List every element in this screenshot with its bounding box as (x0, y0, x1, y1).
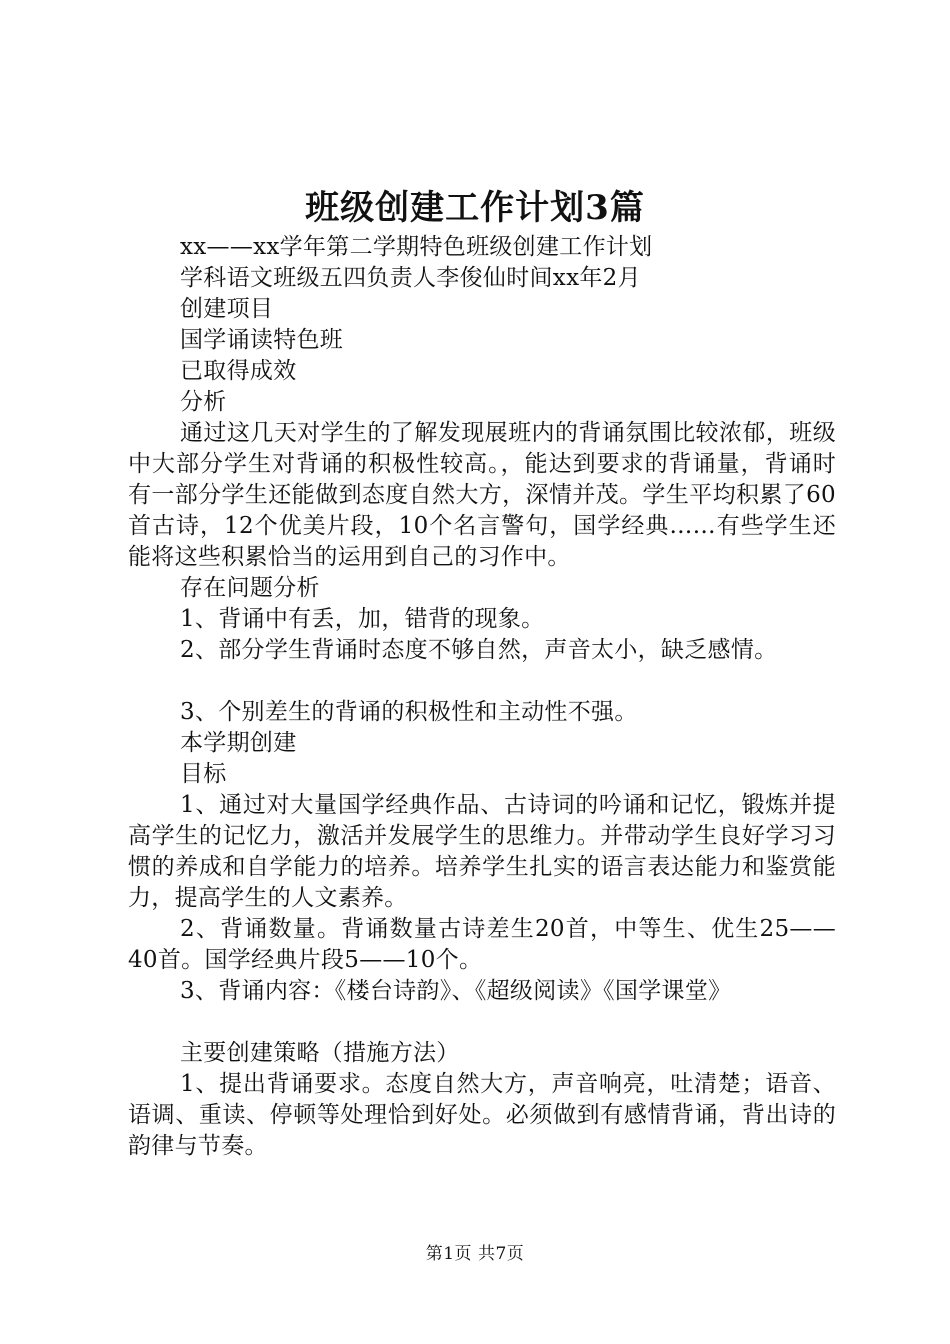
problem-item: 2、部分学生背诵时态度不够自然，声音太小，缺乏感情。 (180, 637, 778, 663)
heading-semester-creation: 本学期创建 (180, 730, 297, 756)
heading-analysis: 分析 (180, 389, 227, 415)
problem-item: 1、背诵中有丢，加，错背的现象。 (180, 606, 545, 632)
paragraph-school-year-plan: xx——xx学年第二学期特色班级创建工作计划 (180, 234, 653, 260)
goal-item: 2、背诵数量。背诵数量古诗差生20首，中等生、优生25——40首。国学经典片段5——10个。 (128, 916, 836, 973)
heading-goals: 目标 (180, 761, 227, 787)
goal-item: 3、背诵内容：《楼台诗韵》、《超级阅读》《国学课堂》 (180, 978, 732, 1004)
document-title: 班级创建工作计划3篇 (305, 188, 645, 228)
strategy-item: 1、提出背诵要求。态度自然大方，声音响亮，吐清楚；语音、语调、重读、停顿等处理恰到好处。必须做到有感情背诵，背出诗的韵律与节奏。 (128, 1071, 836, 1159)
problem-item: 3、个别差生的背诵的积极性和主动性不强。 (180, 699, 638, 725)
document-body (128, 232, 836, 1162)
heading-problems: 存在问题分析 (180, 575, 320, 601)
heading-project: 创建项目 (180, 296, 274, 322)
paragraph-project-name: 国学诵读特色班 (180, 327, 344, 353)
paragraph-analysis: 通过这几天对学生的了解发现展班内的背诵氛围比较浓郁，班级中大部分学生对背诵的积极性较高。，能达到要求的背诵量，背诵时有一部分学生还能做到态度自然大方，深情并茂。学生平均积累了60首古诗，12个优美片段，10个名言警句，国学经典……有些学生还能将这些积累恰当的运用到自己的习作中。 (128, 420, 836, 570)
goal-item: 1、通过对大量国学经典作品、古诗词的吟诵和记忆，锻炼并提高学生的记忆力，激活并发展学生的思维力。并带动学生良好学习习惯的养成和自学能力的培养。培养学生扎实的语言表达能力和鉴赏能力，提高学生的人文素养。 (128, 792, 836, 911)
paragraph-subject-info: 学科语文班级五四负责人李俊仙时间xx年2月 (180, 265, 641, 291)
page-number-footer: 第1页 共7页 (425, 1244, 525, 1264)
heading-achievements: 已取得成效 (180, 358, 297, 384)
heading-strategies: 主要创建策略（措施方法） (180, 1040, 460, 1066)
